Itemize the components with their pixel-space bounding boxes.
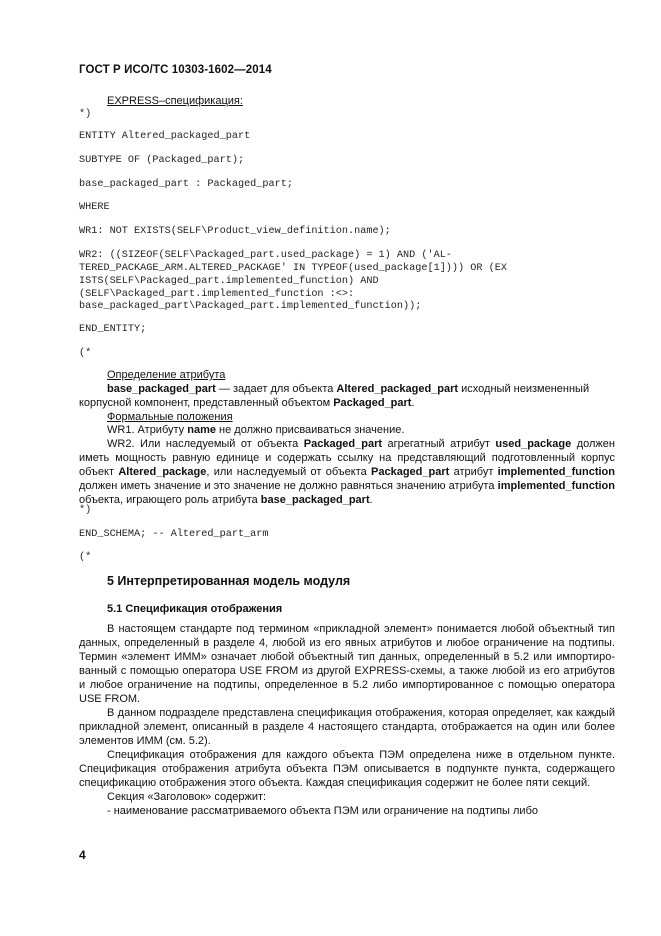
wr2-part: base_packaged_part [260,494,370,506]
wr2-part: должен иметь мощность равную единице и содержать ссылку на представляющий подготовленный корпус объект [79,438,615,478]
code-line: TERED_PACKAGE_ARM.ALTERED_PACKAGE' IN TYPEOF(used_package[1]))) OR (EX [79,263,507,274]
express-spec-label: EXPRESS–спецификация: [107,95,243,107]
attr-entity: Altered_packaged_part [336,383,459,395]
wr2-text [79,437,615,507]
code-line: WR2: ((SIZEOF(SELF\Packaged_part.used_package) = 1) AND ('AL- [79,250,452,261]
code-line: END_ENTITY; [79,324,147,335]
paragraph: Секция «Заголовок» содержит: [107,791,267,803]
wr1-text [107,423,404,437]
section-body [79,622,615,818]
code-line: END_SCHEMA; -- Altered_part_arm [79,529,269,540]
section-5-heading: 5 Интерпретированная модель модуля [107,574,351,588]
wr2-part: Packaged_part [303,438,383,450]
attr-text: . [411,397,415,409]
code-line: (SELF\Packaged_part.implemented_function :<>: [79,289,355,300]
wr2-part: объекта, играющего роль атрибута [79,494,261,506]
page-header: ГОСТ Р ИСО/ТС 10303-1602—2014 [79,64,272,76]
wr2-part: . [369,494,373,506]
page-number: 4 [79,848,86,862]
attribute-definition-heading: Определение атрибута [107,369,226,381]
wr2-part: агрегатный атрибут [382,438,496,450]
wr2-part: Packaged_part [371,466,450,478]
wr1-part: name [187,424,216,436]
attr-text: исходный неизмененный [458,383,590,395]
code-line: base_packaged_part : Packaged_part; [79,179,293,190]
wr2-part: Altered_package [118,466,207,478]
attr-entity: Packaged_part [333,397,412,409]
wr1-part: не должно присваиваться значение. [215,424,405,436]
code-line: ISTS(SELF\Packaged_part.implemented_function) AND [79,276,379,287]
wr2-part: implemented_function [497,466,615,478]
wr2-part: WR2. Или наследуемый от объекта [107,438,304,450]
attr-text: — задает для объекта [215,383,337,395]
wr2-part: implemented_function [497,480,615,492]
wr2-part: used_package [495,438,572,450]
attribute-definition-text [79,382,615,410]
code-line: base_packaged_part\Packaged_part.implemented_function)); [79,301,422,312]
code-line: (* [79,348,92,359]
paragraph: Спецификация отображения для каждого объекта ПЭМ определена ниже в отдельном пункте. Спецификация отображения атрибута объекта ПЭМ описывается в подпункте пункта, содержащего спецификацию отображения этого объекта. Каждая спецификация содержит не более пяти секций. [79,749,615,789]
wr2-part: должен иметь значение и это значение не должно равняться значению атрибута [79,480,498,492]
formal-propositions-heading: Формальные положения [107,411,233,423]
code-line: WR1: NOT EXISTS(SELF\Product_view_definition.name); [79,226,391,237]
paragraph: В данном подразделе представлена спецификация отображения, которая определяет, как каждый прикладной элемент, описанный в разделе 4 настоящего стандарта, отображается на один или более элементов ИММ (см. 5.2). [79,707,615,747]
code-line: (* [79,552,92,563]
attr-name: base_packaged_part [107,383,216,395]
wr2-part: атрибут [449,466,498,478]
paragraph: - наименование рассматриваемого объекта ПЭМ или ограничение на подтипы либо [107,805,538,817]
wr2-part: , или наследуемый от объекта [206,466,372,478]
section-5-1-heading: 5.1 Спецификация отображения [107,603,283,615]
paragraph: В настоящем стандарте под термином «прикладной элемент» понимается любой объектный тип данных, определенный в разделе 4, любой из его явных атрибутов и любое ограничение на подтипы. Термин «элемент ИММ» означает любой объектный тип данных, определенный в 5.2 или импортированный с помощью оператора USE FROM из другой EXPRESS-схемы, а также любой из его атрибутов и любое ограничение на подтипы, определенное в 5.2 либо импортированное с помощью оператора USE FROM. [79,623,615,705]
wr1-part: WR1. Атрибуту [107,424,188,436]
code-line: WHERE [79,202,110,213]
attr-text: корпусной компонент, представленный объектом [79,397,334,409]
code-line: ENTITY Altered_packaged_part [79,131,251,142]
code-line: SUBTYPE OF (Packaged_part); [79,155,245,166]
code-line: *) [79,505,92,516]
code-line: *) [79,109,92,120]
